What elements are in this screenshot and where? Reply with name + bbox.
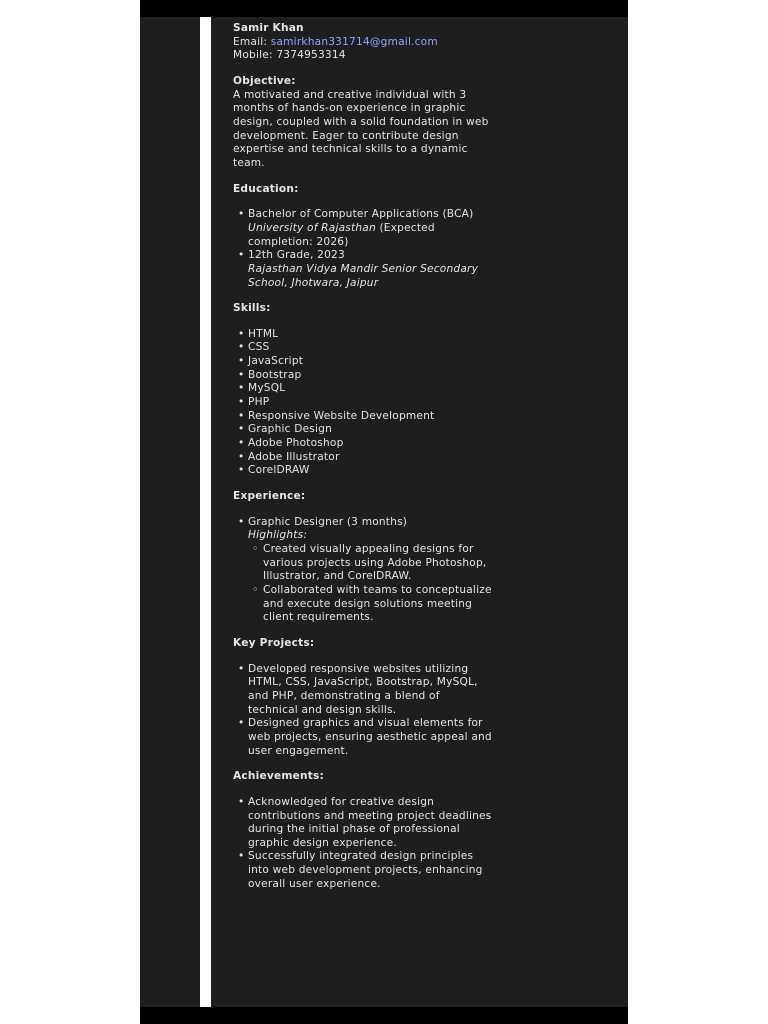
education-heading: Education: xyxy=(233,182,299,195)
achievement-item: • Acknowledged for creative design contributions and meeting project deadlines during the initial phase of professional graphic design experience. xyxy=(233,796,493,851)
education-degree: Bachelor of Computer Applications (BCA) xyxy=(248,208,474,221)
highlights-label: Highlights: xyxy=(248,529,308,542)
skill-item: • Adobe Illustrator xyxy=(233,451,493,465)
education-item xyxy=(233,208,493,249)
achievements-list xyxy=(233,796,493,892)
skills-list xyxy=(233,328,493,478)
resume-content xyxy=(233,22,493,891)
education-item xyxy=(233,249,493,290)
experience-item xyxy=(233,516,493,625)
experience-heading: Experience: xyxy=(233,490,306,503)
experience-role: Graphic Designer (3 months) xyxy=(248,515,408,528)
achievement-item: • Successfully integrated design principles into web development projects, enhancing overall user experience. xyxy=(233,850,493,891)
mobile-line xyxy=(233,49,493,63)
skill-item: • CorelDRAW xyxy=(233,464,493,478)
projects-list xyxy=(233,663,493,759)
top-letterbox-bar xyxy=(140,0,628,17)
skill-item: • MySQL xyxy=(233,382,493,396)
education-institution: Rajasthan Vidya Mandir Senior Secondary School, Jhotwara, Jaipur xyxy=(248,262,479,289)
projects-heading: Key Projects: xyxy=(233,636,315,649)
skill-item: • HTML xyxy=(233,328,493,342)
bottom-letterbox-bar xyxy=(140,1007,628,1024)
education-note: (Expected completion: 2026) xyxy=(248,221,435,248)
education-institution: University of Rajasthan xyxy=(248,221,376,234)
quote-stripe xyxy=(200,17,211,1007)
skill-item: • PHP xyxy=(233,396,493,410)
skill-item: • Bootstrap xyxy=(233,369,493,383)
skill-item: • Graphic Design xyxy=(233,423,493,437)
education-list xyxy=(233,208,493,290)
email-line xyxy=(233,36,493,50)
education-degree: 12th Grade, 2023 xyxy=(248,249,345,262)
skill-item: • Responsive Website Development xyxy=(233,410,493,424)
objective-heading: Objective: xyxy=(233,74,296,87)
highlight-item: ◦ Collaborated with teams to conceptualize and execute design solutions meeting client requirements. xyxy=(248,584,493,625)
screen-frame xyxy=(140,0,628,1024)
project-item: • Designed graphics and visual elements for web projects, ensuring aesthetic appeal and user engagement. xyxy=(233,717,493,758)
skill-item: • JavaScript xyxy=(233,355,493,369)
objective-text: A motivated and creative individual with 3 months of hands-on experience in graphic design, coupled with a solid foundation in web development. Eager to contribute design expertise and technical skills to a dynamic team. xyxy=(233,88,489,169)
candidate-name: Samir Khan xyxy=(233,22,304,34)
highlight-item: ◦ Created visually appealing designs for various projects using Adobe Photoshop, Illustrator, and CorelDRAW. xyxy=(248,543,493,584)
email-link[interactable]: samirkhan331714@gmail.com xyxy=(270,35,438,48)
project-item: • Developed responsive websites utilizing HTML, CSS, JavaScript, Bootstrap, MySQL, and PHP, demonstrating a blend of technical and design skills. xyxy=(233,663,493,718)
skills-heading: Skills: xyxy=(233,302,271,315)
mobile-number: 7374953314 xyxy=(276,49,346,62)
highlights-list xyxy=(248,543,493,625)
skill-item: • Adobe Photoshop xyxy=(233,437,493,451)
email-label: Email: xyxy=(233,35,268,48)
skill-item: • CSS xyxy=(233,341,493,355)
achievements-heading: Achievements: xyxy=(233,770,324,783)
experience-list xyxy=(233,516,493,625)
contact-header xyxy=(233,22,493,63)
mobile-label: Mobile: xyxy=(233,49,273,62)
